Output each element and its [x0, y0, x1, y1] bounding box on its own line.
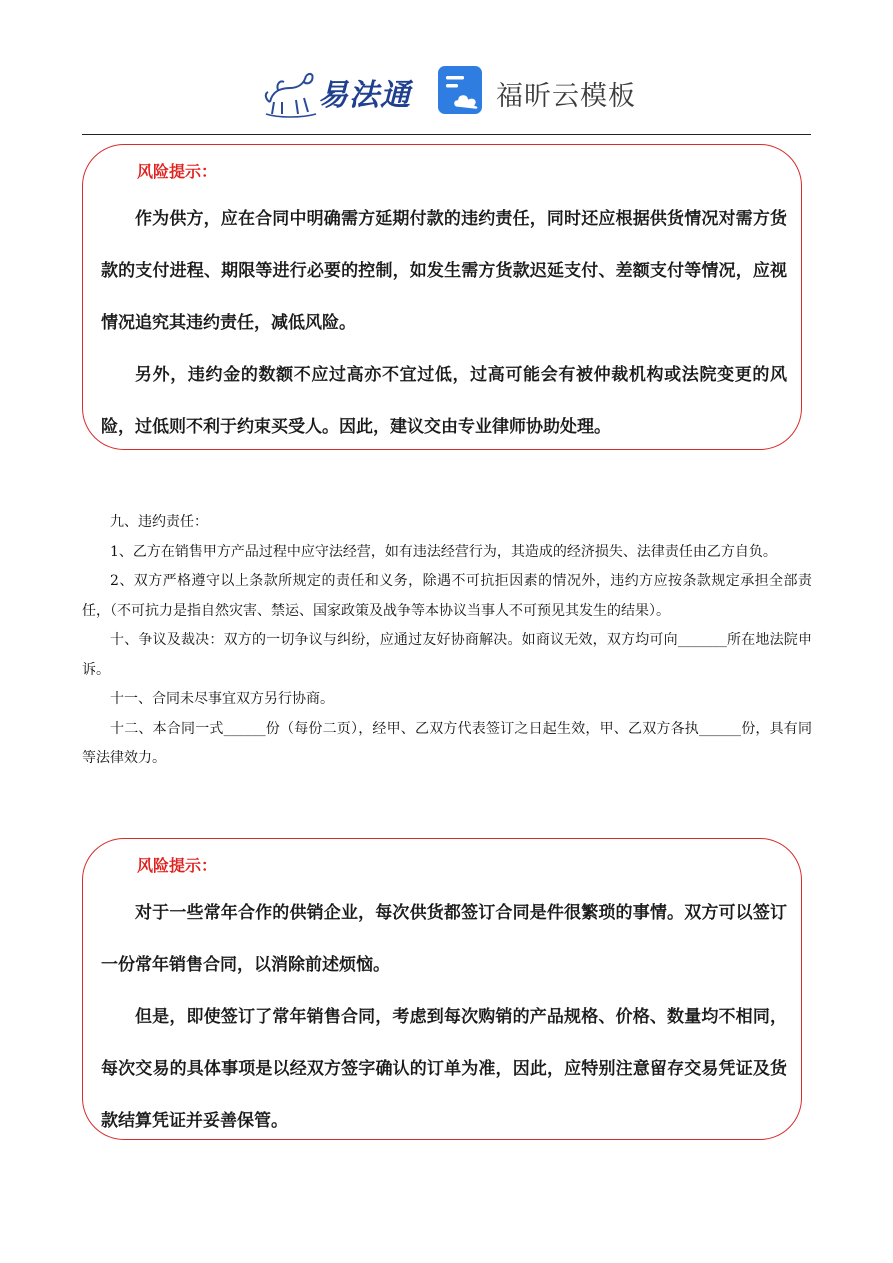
- risk-notice-title: 风险提示：: [137, 856, 218, 875]
- clause-heading-9: 九、违约责任：: [110, 514, 208, 530]
- header-divider: [82, 134, 811, 135]
- yifatong-logo: [262, 62, 414, 118]
- risk-notice-body: [101, 887, 787, 1147]
- risk-notice-box-1: [82, 144, 802, 450]
- clause-12: 十二、本合同一式______份（每份二页），经甲、乙双方代表签订之日起生效，甲、乙双方各执______份，具有同等法律效力。: [82, 720, 812, 766]
- qilin-logo-icon: [262, 62, 318, 118]
- fuxin-template-logo-text: 福昕云模板: [496, 81, 636, 112]
- risk-paragraph: 对于一些常年合作的供销企业，每次供货都签订合同是件很繁琐的事情。双方可以签订一份常年销售合同，以消除前述烦恼。: [101, 903, 787, 975]
- cloud-document-icon: [436, 64, 488, 116]
- risk-notice-title: 风险提示：: [137, 162, 218, 181]
- contract-clauses: [82, 508, 812, 774]
- risk-paragraph: 作为供方，应在合同中明确需方延期付款的违约责任，同时还应根据供货情况对需方货款的支付进程、期限等进行必要的控制，如发生需方货款迟延支付、差额支付等情况，应视情况追究其违约责任，减低风险。: [101, 209, 787, 333]
- page-header: [0, 58, 893, 124]
- fuxin-template-logo: [436, 64, 636, 118]
- risk-notice-box-2: [82, 838, 802, 1140]
- risk-paragraph: 但是，即使签订了常年销售合同，考虑到每次购销的产品规格、价格、数量均不相同，每次交易的具体事项是以经双方签字确认的订单为准，因此，应特别注意留存交易凭证及货款结算凭证并妥善保管。: [101, 1007, 787, 1131]
- clause-9-2: 2、双方严格遵守以上条款所规定的责任和义务，除遇不可抗拒因素的情况外，违约方应按条款规定承担全部责任，（不可抗力是指自然灾害、禁运、国家政策及战争等本协议当事人不可预见其发生的结果）。: [82, 573, 812, 619]
- clause-11: 十一、合同未尽事宜双方另行协商。: [110, 691, 334, 707]
- yifatong-logo-text: 易法通: [318, 78, 411, 113]
- risk-paragraph: 另外，违约金的数额不应过高亦不宜过低，过高可能会有被仲裁机构或法院变更的风险，过低则不利于约束买受人。因此，建议交由专业律师协助处理。: [101, 365, 787, 437]
- clause-10: 十、争议及裁决：双方的一切争议与纠纷，应通过友好协商解决。如商议无效，双方均可向_______所在地法院申诉。: [82, 632, 812, 678]
- clause-9-1: 1、乙方在销售甲方产品过程中应守法经营，如有违法经营行为，其造成的经济损失、法律责任由乙方自负。: [110, 543, 777, 560]
- risk-notice-body: [101, 193, 787, 453]
